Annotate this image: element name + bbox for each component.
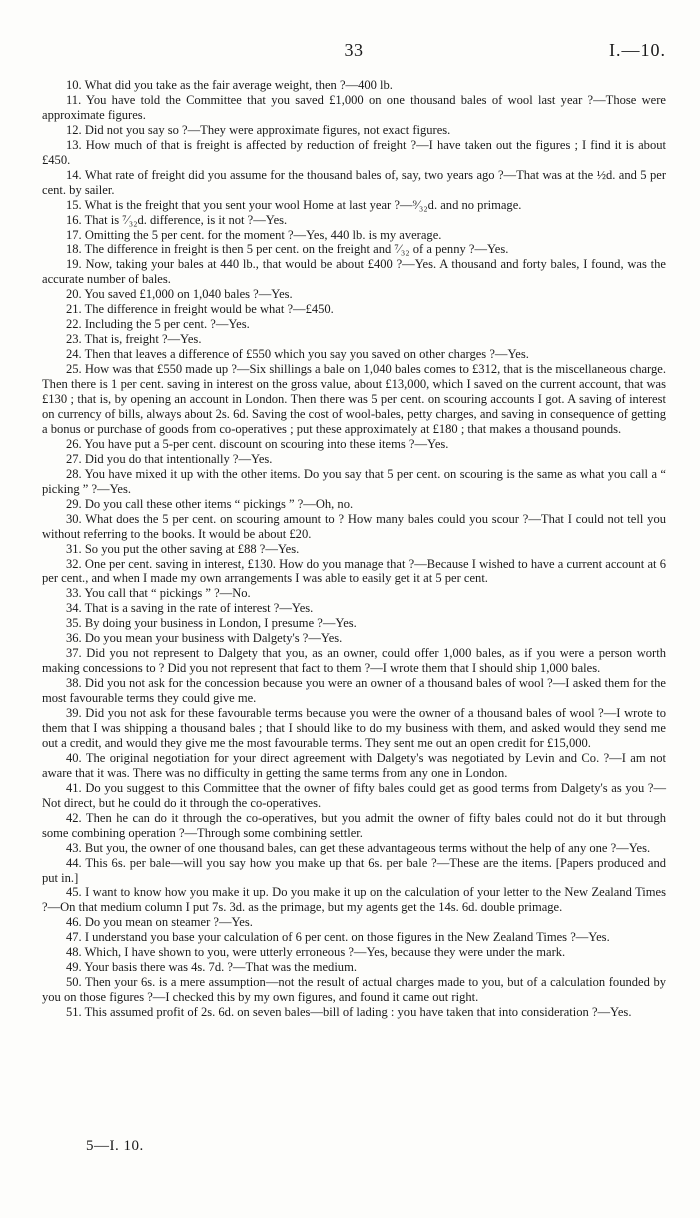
question-12: 12. Did not you say so ?—They were approximate figures, not exact figures.	[66, 122, 451, 137]
question-29: 29. Do you call these other items “ pickings ” ?—Oh, no.	[66, 496, 354, 511]
question-37: 37. Did you not represent to Dalgety that you, as an owner, could offer 1,000 bales, as if you were a person worth making concessions to ? Did you not represent that fact to them ?—I wrote them that I should ship 1,000 bales.	[42, 646, 666, 676]
question-41: 41. Do you suggest to this Committee that the owner of fifty bales could get as good terms from Dalgety's as you ?—Not direct, but he could do it through the co-operatives.	[42, 780, 666, 810]
question-30: 30. What does the 5 per cent. on scouring amount to ? How many bales could you scour ?—That I could not tell you without referring to the books. It would be about £20.	[42, 511, 666, 541]
question-34: 34. That is a saving in the rate of interest ?—Yes.	[66, 601, 314, 616]
question-24: 24. Then that leaves a difference of £550 which you say you saved on other charges ?—Yes.	[66, 347, 529, 362]
question-48: 48. Which, I have shown to you, were utterly erroneous ?—Yes, because they were under the mark.	[66, 945, 566, 960]
question-20: 20. You saved £1,000 on 1,040 bales ?—Yes.	[66, 287, 293, 302]
question-39: 39. Did you not ask for these favourable terms because you were the owner of a thousand bales of wool ?—I wrote to them that I was shipping a thousand bales ; that I should like to do my business with them, and asked would they send me out a credit, and would they give me the most favourable terms. They sent me out an open credit for £15,000.	[42, 706, 666, 750]
question-25: 25. How was that £550 made up ?—Six shillings a bale on 1,040 bales comes to £312, that is the miscellaneous charge. Then there is 1 per cent. saving in interest on the gross value, about £13,000, which I saved on the current account, that was £130 ; that is, by opening an account in London. Then there was 5 per cent. on scouring accounts I got. A saving of interest on currency of bills, always about 2s. 6d. Saving the cost of wool-bales, petty charges, and saving in consequence of getting a bonus or purchase of goods from co-operatives ; put these approximately at £180 ; that makes a thousand pounds.	[42, 362, 666, 436]
question-17: 17. Omitting the 5 per cent. for the moment ?—Yes, 440 lb. is my average.	[66, 227, 442, 242]
question-51: 51. This assumed profit of 2s. 6d. on seven bales—bill of lading : you have taken that into consideration ?—Yes.	[66, 1005, 632, 1020]
question-22: 22. Including the 5 per cent. ?—Yes.	[66, 317, 250, 332]
question-13: 13. How much of that is freight is affected by reduction of freight ?—I have taken out the figures ; I find it is about £450.	[42, 137, 666, 167]
question-49: 49. Your basis there was 4s. 7d. ?—That was the medium.	[66, 960, 357, 975]
question-45: 45. I want to know how you make it up. Do you make it up on the calculation of your letter to the New Zealand Times ?—On that medium column I put 7s. 3d. as the primage, but my agents get the 14s. 6d. double primage.	[42, 885, 666, 915]
question-26: 26. You have put a 5-per cent. discount on scouring into these items ?—Yes.	[66, 436, 449, 451]
signature-mark: 5—I. 10.	[86, 1138, 144, 1154]
question-46: 46. Do you mean on steamer ?—Yes.	[66, 915, 253, 930]
question-36: 36. Do you mean your business with Dalgety's ?—Yes.	[66, 631, 343, 646]
document-reference: I.—10.	[609, 40, 666, 60]
question-21: 21. The difference in freight would be what ?—£450.	[66, 302, 334, 317]
question-14: 14. What rate of freight did you assume for the thousand bales of, say, two years ago ?—That was at the ½d. and 5 per cent. by sailer.	[42, 167, 666, 197]
question-44: 44. This 6s. per bale—will you say how you make up that 6s. per bale ?—These are the items. [Papers produced and put in.]	[42, 855, 666, 885]
question-43: 43. But you, the owner of one thousand bales, can get these advantageous terms without the help of any one ?—Yes.	[66, 840, 651, 855]
question-18: 18. The difference in freight is then 5 per cent. on the freight and ⁷⁄₃₂ of a penny ?—Yes.	[66, 242, 509, 257]
question-42: 42. Then he can do it through the co-operatives, but you admit the owner of fifty bales could not do it but through some combining operation ?—Through some combining settler.	[42, 810, 666, 840]
question-31: 31. So you put the other saving at £88 ?—Yes.	[66, 541, 300, 556]
question-19: 19. Now, taking your bales at 440 lb., that would be about £400 ?—Yes. A thousand and forty bales, I found, was the accurate number of bales.	[42, 257, 666, 287]
page-header	[42, 40, 666, 64]
question-40: 40. The original negotiation for your direct agreement with Dalgety's was negotiated by Levin and Co. ?—I am not aware that it was. There was no difficulty in getting the same terms from any one in London.	[42, 750, 666, 780]
question-33: 33. You call that “ pickings ” ?—No.	[66, 586, 251, 601]
question-38: 38. Did you not ask for the concession because you were an owner of a thousand bales of wool ?—I asked them for the most favourable terms they could give me.	[42, 676, 666, 706]
question-50: 50. Then your 6s. is a mere assumption—not the result of actual charges made to you, but of a calculation founded by you on those figures ?—I checked this by my own figures, and found it came out right.	[42, 975, 666, 1005]
question-35: 35. By doing your business in London, I presume ?—Yes.	[66, 616, 357, 631]
question-23: 23. That is, freight ?—Yes.	[66, 332, 202, 347]
page-number: 33	[344, 40, 364, 60]
question-11: 11. You have told the Committee that you saved £1,000 on one thousand bales of wool last year ?—Those were approximate figures.	[42, 92, 666, 122]
question-16: 16. That is ⁷⁄₃₂d. difference, is it not ?—Yes.	[66, 212, 288, 227]
question-10: 10. What did you take as the fair average weight, then ?—400 lb.	[66, 78, 393, 92]
question-32: 32. One per cent. saving in interest, £130. How do you manage that ?—Because I wished to have a current account at 6 per cent., and when I made my own arrangements I was able to easily get it at 5 per cent.	[42, 556, 666, 586]
question-15: 15. What is the freight that you sent your wool Home at last year ?—⁹⁄₃₂d. and no primage.	[66, 197, 522, 212]
testimony-body	[42, 78, 666, 1020]
question-47: 47. I understand you base your calculation of 6 per cent. on those figures in the New Zealand Times ?—Yes.	[66, 930, 610, 945]
question-27: 27. Did you do that intentionally ?—Yes.	[66, 451, 273, 466]
question-28: 28. You have mixed it up with the other items. Do you say that 5 per cent. on scouring is the same as what you call a “ picking ” ?—Yes.	[42, 466, 666, 496]
